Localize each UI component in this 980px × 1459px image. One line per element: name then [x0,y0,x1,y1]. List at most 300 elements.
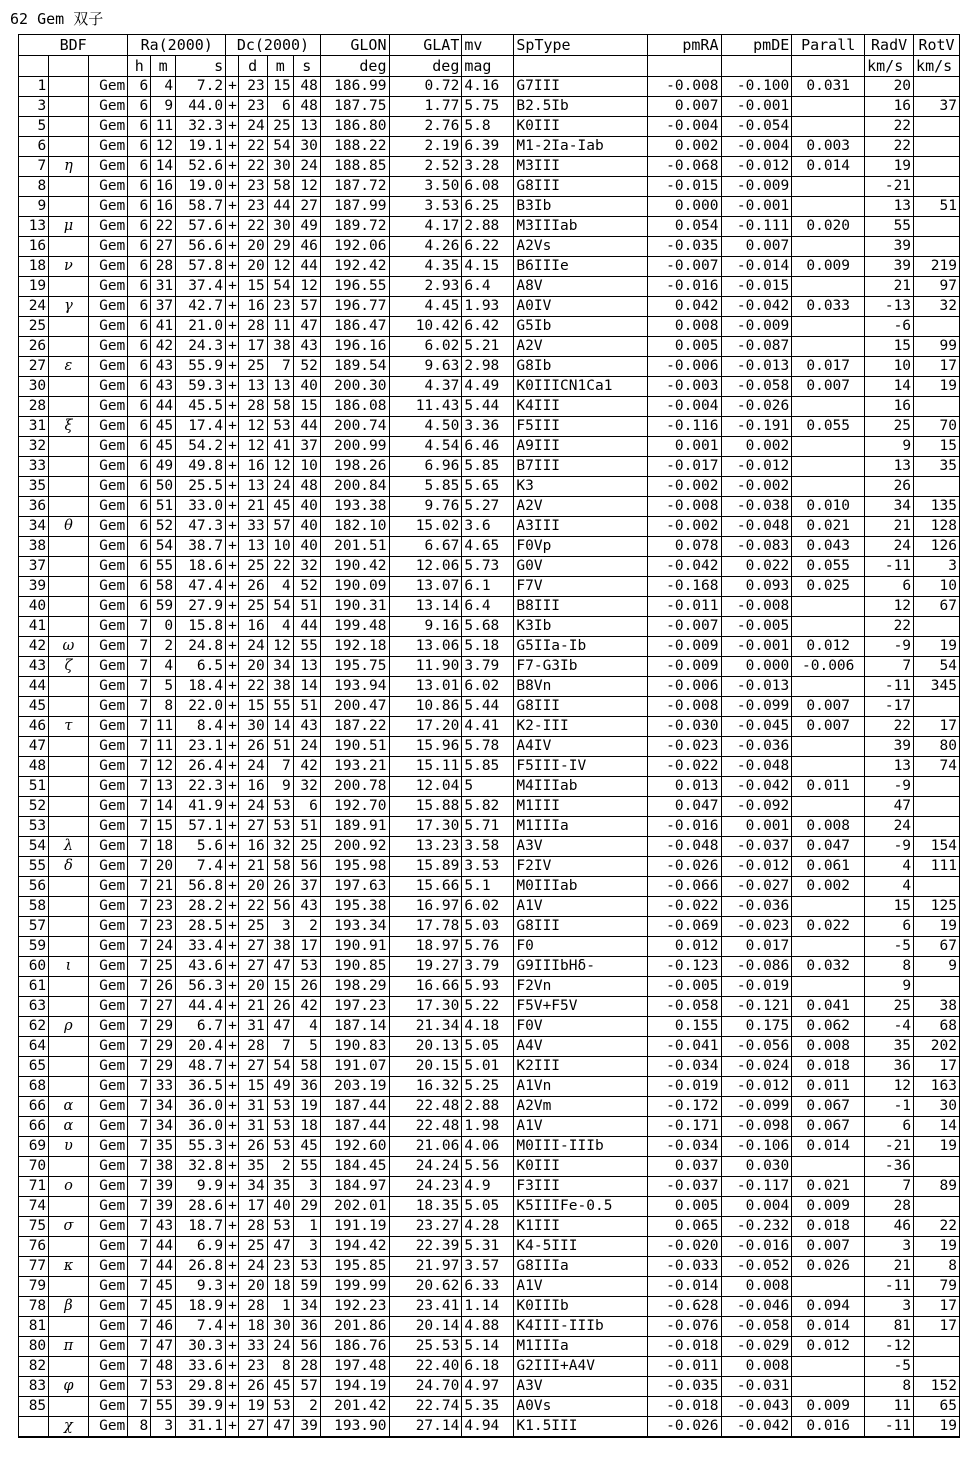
table-cell: + [226,817,238,837]
table-cell: -0.036 [721,737,792,757]
table-cell: 1 [293,1217,320,1237]
table-cell: Gem [88,917,128,937]
table-cell: 23 [151,897,176,917]
column-header: mv [462,35,514,56]
table-cell: F5V+F5V [514,997,647,1017]
table-cell: κ [49,1257,89,1277]
table-cell: A1V [514,897,647,917]
table-cell: 4 [293,1017,320,1037]
table-cell: Gem [88,117,128,137]
table-cell: + [226,1037,238,1057]
table-cell: 56 [293,857,320,877]
table-cell: 31 [238,1017,267,1037]
table-cell: 22 [865,617,914,637]
table-cell: 15.11 [389,757,462,777]
table-cell: K3 [514,477,647,497]
table-cell: G8III [514,697,647,717]
table-cell: 33 [19,457,49,477]
table-cell: 6 [128,457,151,477]
table-cell: 59.3 [176,377,226,397]
table-cell: 5.14 [462,1337,514,1357]
table-cell: -0.058 [721,377,792,397]
table-cell: -0.009 [721,317,792,337]
table-cell: F7V [514,577,647,597]
table-cell: 5.65 [462,477,514,497]
table-cell: A9III [514,437,647,457]
table-cell: 6.7 [176,1017,226,1037]
table-cell: 198.29 [320,977,389,997]
table-cell: 39 [19,577,49,597]
table-cell [792,737,865,757]
table-cell: 29.8 [176,1377,226,1397]
table-cell: 16 [19,237,49,257]
table-cell: 18 [151,837,176,857]
table-cell: 7 [128,1237,151,1257]
table-cell: γ [49,297,89,317]
table-cell [914,1157,960,1177]
table-cell [792,1157,865,1177]
table-cell [914,797,960,817]
table-cell: 6 [128,117,151,137]
table-cell: 42 [19,637,49,657]
table-cell: 23.41 [389,1297,462,1317]
table-cell: 70 [19,1157,49,1177]
table-cell: + [226,837,238,857]
table-cell: 187.99 [320,197,389,217]
table-cell: 0.155 [647,1017,721,1037]
table-cell: 2.88 [462,217,514,237]
table-cell: 47 [19,737,49,757]
table-cell: + [226,1297,238,1317]
table-cell: 5.01 [462,1057,514,1077]
table-cell: 6 [128,577,151,597]
table-row [19,257,960,277]
table-cell [792,437,865,457]
table-cell: 6 [128,237,151,257]
table-cell: 56.6 [176,237,226,257]
table-cell: 21 [238,997,267,1017]
table-cell: 0.007 [792,697,865,717]
table-cell: 16 [238,617,267,637]
table-cell: 200.78 [320,777,389,797]
table-cell: 4.65 [462,537,514,557]
table-cell: 9.76 [389,497,462,517]
table-cell: 59 [151,597,176,617]
table-cell: -0.100 [721,77,792,97]
table-cell: 5.82 [462,797,514,817]
table-cell: 29 [293,1197,320,1217]
table-cell: M1-2Ia-Iab [514,137,647,157]
table-cell: Gem [88,357,128,377]
table-cell [792,757,865,777]
table-cell: 6.9 [176,1237,226,1257]
table-cell: 4 [267,577,293,597]
table-cell: 30 [267,157,293,177]
table-cell: + [226,537,238,557]
table-cell: 89 [914,1177,960,1197]
table-cell: 53 [151,1377,176,1397]
table-cell: K4-5III [514,1237,647,1257]
table-cell: 4 [151,657,176,677]
table-cell: 15 [267,977,293,997]
table-cell: 37 [293,877,320,897]
table-cell: 40 [19,597,49,617]
table-cell: 48 [293,77,320,97]
table-cell: 32 [267,837,293,857]
table-cell: 0.043 [792,537,865,557]
table-cell: 35 [267,1177,293,1197]
table-cell: Gem [88,1137,128,1157]
table-cell: Gem [88,177,128,197]
table-cell [49,997,89,1017]
table-cell: 0.037 [647,1157,721,1177]
table-cell: 5.25 [462,1077,514,1097]
table-cell: 4.18 [462,1017,514,1037]
table-cell: -11 [865,1277,914,1297]
table-cell: 43 [151,1217,176,1237]
table-cell: 55 [151,557,176,577]
table-cell: 55 [267,697,293,717]
table-cell [49,977,89,997]
table-cell: -0.046 [721,1297,792,1317]
table-cell: 26 [238,737,267,757]
table-cell: 5.56 [462,1157,514,1177]
table-cell: 18.6 [176,557,226,577]
table-cell: + [226,277,238,297]
table-cell: 4.54 [389,437,462,457]
table-cell: A8V [514,277,647,297]
table-cell: 7 [128,1017,151,1037]
table-cell: 6 [293,797,320,817]
table-cell: A3V [514,1377,647,1397]
table-cell: 34 [865,497,914,517]
table-cell: 22 [238,677,267,697]
table-cell: 0.018 [792,1217,865,1237]
table-cell: 38 [267,677,293,697]
table-cell: Gem [88,1317,128,1337]
table-cell: -0.006 [647,357,721,377]
table-row [19,1237,960,1257]
table-cell: G0V [514,557,647,577]
table-cell: 7 [128,977,151,997]
table-cell: 26 [238,1137,267,1157]
table-cell: 26 [238,577,267,597]
table-cell: 7 [128,1277,151,1297]
table-cell: 24 [238,637,267,657]
table-cell: 8 [865,1377,914,1397]
table-row [19,1017,960,1037]
table-cell: 45.5 [176,397,226,417]
table-cell: 0.094 [792,1297,865,1317]
table-cell: 37.4 [176,277,226,297]
table-cell: 0.008 [792,1037,865,1057]
table-cell: Gem [88,837,128,857]
table-cell: 6 [128,277,151,297]
table-cell: 55.9 [176,357,226,377]
table-cell: -11 [865,677,914,697]
table-cell: A3III [514,517,647,537]
table-cell: A4V [514,1037,647,1057]
table-cell: G8Ib [514,357,647,377]
table-cell [49,937,89,957]
table-cell: 7 [128,1217,151,1237]
table-cell: 59 [293,1277,320,1297]
table-cell [49,597,89,617]
table-cell: Gem [88,997,128,1017]
table-row [19,1277,960,1297]
table-cell: 7 [128,1377,151,1397]
table-cell: 0.067 [792,1117,865,1137]
table-cell [49,557,89,577]
table-cell: 13 [267,377,293,397]
table-cell: -6 [865,317,914,337]
column-header: BDF [19,35,128,56]
table-cell: 187.44 [320,1097,389,1117]
table-cell: -0.042 [721,297,792,317]
table-row [19,157,960,177]
table-cell: 16 [238,457,267,477]
table-cell: -0.111 [721,217,792,237]
table-cell: 44.4 [176,997,226,1017]
table-cell: 194.42 [320,1237,389,1257]
table-cell: 0.007 [792,717,865,737]
table-cell: 5.18 [462,637,514,657]
table-cell: 21.0 [176,317,226,337]
table-cell: 0.061 [792,857,865,877]
table-cell: 12 [293,177,320,197]
unit-header [647,56,721,77]
table-cell: -0.016 [721,1237,792,1257]
table-cell: 2 [293,1397,320,1417]
table-cell: 9 [865,977,914,997]
table-cell: 12 [151,757,176,777]
table-cell: -0.009 [647,637,721,657]
table-cell: 16 [238,777,267,797]
table-cell: -0.022 [647,897,721,917]
table-cell: 58 [151,577,176,597]
table-cell: 0.012 [792,637,865,657]
table-cell: 6.1 [462,577,514,597]
table-cell: 25 [19,317,49,337]
table-cell: + [226,337,238,357]
table-row [19,1137,960,1157]
table-cell: 34 [267,657,293,677]
table-cell: 0.007 [792,1237,865,1257]
table-cell: -0.116 [647,417,721,437]
table-cell: Gem [88,1297,128,1317]
table-cell: 18.7 [176,1217,226,1237]
table-cell: 0.055 [792,417,865,437]
table-cell: 85 [19,1397,49,1417]
table-cell: 28 [238,1037,267,1057]
table-cell: 1 [19,77,49,97]
table-cell: 6.18 [462,1357,514,1377]
table-cell: 7 [128,1157,151,1177]
table-row [19,1397,960,1417]
table-cell: 27 [293,197,320,217]
table-cell [49,737,89,757]
table-cell: 10.86 [389,697,462,717]
column-header: Parall [792,35,865,56]
table-cell [49,757,89,777]
table-cell: 57.6 [176,217,226,237]
table-cell: 3.79 [462,657,514,677]
table-cell: 54 [19,837,49,857]
table-cell: 13 [238,477,267,497]
table-cell: K2III [514,1057,647,1077]
table-cell: ο [49,1177,89,1197]
table-row [19,897,960,917]
table-cell: 17 [293,937,320,957]
table-cell: 0.014 [792,1317,865,1337]
table-cell: 32.8 [176,1157,226,1177]
table-row [19,957,960,977]
table-cell [792,677,865,697]
table-cell: 23 [238,177,267,197]
table-cell: 7 [267,1037,293,1057]
table-cell [914,117,960,137]
table-cell: 36 [293,1317,320,1337]
table-cell: 6 [128,437,151,457]
table-cell: 43 [293,897,320,917]
table-cell: -0.076 [647,1317,721,1337]
table-cell: 18.97 [389,937,462,957]
table-cell: -0.012 [721,157,792,177]
table-cell: 68 [914,1017,960,1037]
table-cell: 24.8 [176,637,226,657]
table-cell: 37 [914,97,960,117]
table-cell: 43 [293,717,320,737]
table-cell: α [49,1117,89,1137]
table-cell: -0.011 [647,597,721,617]
table-cell: -0.034 [647,1137,721,1157]
table-cell [49,877,89,897]
table-cell: 22.48 [389,1097,462,1117]
table-cell [49,1157,89,1177]
table-cell: + [226,877,238,897]
table-cell: Gem [88,457,128,477]
table-cell: Gem [88,1197,128,1217]
table-cell: 0.009 [792,1197,865,1217]
table-cell: 24 [238,757,267,777]
table-cell: 82 [19,1357,49,1377]
table-cell: 25 [151,957,176,977]
table-cell: 190.91 [320,937,389,957]
table-cell: 11 [151,737,176,757]
table-cell: G8III [514,177,647,197]
table-cell: 15 [151,817,176,837]
table-cell: 0.067 [792,1097,865,1117]
table-cell: 20 [238,237,267,257]
table-cell: 18.9 [176,1297,226,1317]
table-row [19,617,960,637]
table-cell: 5 [19,117,49,137]
table-cell: 12 [238,437,267,457]
table-cell: 7 [865,657,914,677]
table-cell: 0.065 [647,1217,721,1237]
table-cell: 19 [865,157,914,177]
table-cell: Gem [88,1377,128,1397]
table-cell: 4 [151,77,176,97]
table-cell: 17 [238,1197,267,1217]
table-cell: -1 [865,1097,914,1117]
table-cell: + [226,1177,238,1197]
table-cell: 16 [238,837,267,857]
table-cell [49,497,89,517]
table-cell: 193.21 [320,757,389,777]
table-cell: 0.007 [792,377,865,397]
table-cell: 163 [914,1077,960,1097]
table-cell: 12 [267,637,293,657]
table-cell: 17 [914,357,960,377]
table-row [19,1217,960,1237]
table-cell: 20 [238,1277,267,1297]
table-cell: 30 [267,217,293,237]
table-cell: -0.033 [647,1257,721,1277]
table-row [19,457,960,477]
unit-header: m [267,56,293,77]
table-cell: 28.2 [176,897,226,917]
table-cell: B8Vn [514,677,647,697]
table-cell: Gem [88,1217,128,1237]
table-cell: 23 [267,1257,293,1277]
table-cell: 17 [914,1297,960,1317]
table-cell: 53 [293,957,320,977]
table-cell: 4.06 [462,1137,514,1157]
table-cell: + [226,477,238,497]
table-cell: 4.35 [389,257,462,277]
table-cell: 6.02 [389,337,462,357]
table-cell: -0.171 [647,1117,721,1137]
table-cell: M4IIIab [514,777,647,797]
table-cell: -0.068 [647,157,721,177]
table-row [19,437,960,457]
table-cell: 45 [151,1277,176,1297]
table-cell: F7-G3Ib [514,657,647,677]
table-cell: 15 [238,277,267,297]
table-cell: 7.4 [176,857,226,877]
table-cell [49,1357,89,1377]
table-cell: 5.22 [462,997,514,1017]
table-cell: -0.026 [647,1417,721,1438]
table-row [19,677,960,697]
table-cell: 18.4 [176,677,226,697]
table-cell: 4.16 [462,77,514,97]
table-cell: 5.8 [462,117,514,137]
table-cell: Gem [88,1017,128,1037]
table-cell: 6.4 [462,597,514,617]
table-cell: 44 [293,417,320,437]
table-cell: 22 [914,1217,960,1237]
table-cell: 187.14 [320,1017,389,1037]
table-cell: 15 [267,77,293,97]
table-cell: 27 [238,937,267,957]
table-cell: B8III [514,597,647,617]
table-cell: 19 [293,1097,320,1117]
unit-header [88,56,128,77]
table-cell: 345 [914,677,960,697]
table-cell: + [226,977,238,997]
table-cell: 74 [914,757,960,777]
table-cell: 20.4 [176,1037,226,1057]
table-cell: 29 [151,1057,176,1077]
table-cell: 17.4 [176,417,226,437]
table-cell: 10.42 [389,317,462,337]
table-cell: 5 [293,1037,320,1057]
table-cell: + [226,697,238,717]
table-cell: 81 [19,1317,49,1337]
table-cell: + [226,497,238,517]
